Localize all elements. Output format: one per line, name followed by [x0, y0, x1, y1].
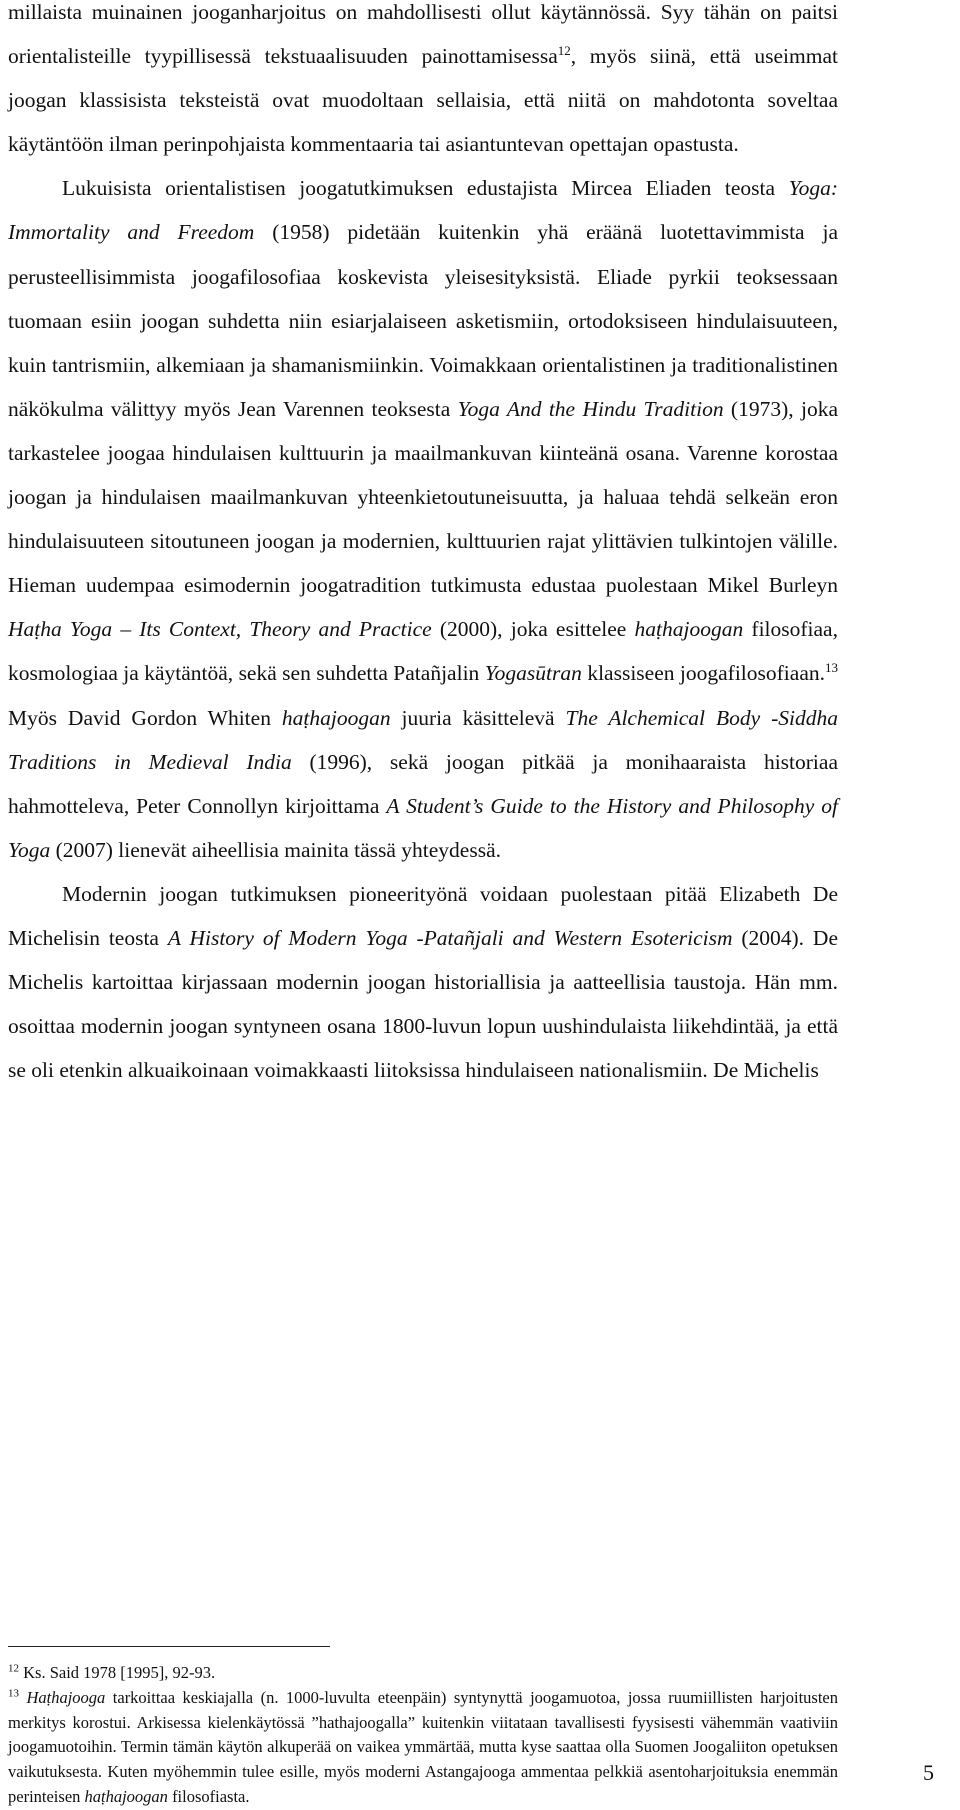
- text-run: (2004). De Michelis kartoittaa kirjassaan modernin joogan historiallisia ja aatteellisia taustoja. Hän mm. osoittaa modernin joogan syntyneen osana 1800-luvun lopun uushindulaista liikehdintää, ja että se oli etenkin alkuaikoinaan voimakkaasti liitoksissa hindulaiseen nationalismiin. De Michelis: [8, 925, 838, 1083]
- paragraph-1: [8, 0, 838, 166]
- page-number: 5: [923, 1760, 934, 1785]
- text-run: (1996), sekä joogan pitkää ja monihaaraista historiaa hahmotteleva, Peter Connollyn kirjoittama: [8, 749, 838, 818]
- paragraph-2: [8, 166, 838, 872]
- footnote-number: 12: [8, 1662, 19, 1675]
- book-title: Haṭha Yoga – Its Context, Theory and Practice: [8, 617, 432, 642]
- italic-term: haṭhajoogan: [281, 705, 391, 730]
- text-run: Myös David Gordon Whiten: [8, 705, 282, 730]
- footnote-text: Ks. Said 1978 [1995], 92-93.: [19, 1663, 216, 1682]
- footnote-12: [8, 1661, 838, 1686]
- italic-term: Haṭhajooga: [26, 1687, 106, 1707]
- text-run: (1958) pidetään kuitenkin yhä eräänä luotettavimmista ja perusteellisimmista joogafilosofiaa koskevista yleisesityksistä. Eliade pyrkii teoksessaan tuomaan esiin joogan suhdetta niin esiarjalaiseen asketismiin, ortodoksiseen hindulaisuuteen, kuin tantrismiin, alkemiaan ja shamanismiinkin. Voimakkaan orientalistinen ja traditionalistinen näkökulma välittyy myös Jean Varennen teoksesta: [8, 220, 838, 421]
- text-run: Modernin joogan tutkimuksen pioneerityönä voidaan puolestaan pitää Elizabeth De Michelisin teosta: [8, 881, 838, 950]
- text-run: Lukuisista orientalistisen joogatutkimuksen edustajista Mircea Eliaden teosta: [62, 176, 789, 201]
- book-title: Yoga: Immortality and Freedom: [8, 176, 838, 245]
- text-run: (2000), joka esittelee: [431, 617, 635, 642]
- body-text: [8, 0, 838, 1092]
- text-run: juuria käsittelevä: [390, 705, 566, 730]
- footnote-number: 13: [8, 1687, 19, 1700]
- text-run: millaista muinainen jooganharjoitus on mahdollisesti ollut käytännössä. Syy tähän on paitsi orientalisteille tyypillisessä tekstuaalisuuden painottamisessa: [8, 0, 838, 69]
- footnotes: [8, 1661, 838, 1810]
- paragraph-3: [8, 872, 838, 1092]
- italic-term: haṭhajoogan: [634, 617, 744, 642]
- footnote-13: [8, 1686, 838, 1810]
- text-run: (2007) lienevät aiheellisia mainita tässä yhteydessä.: [50, 837, 501, 862]
- book-title: The Alchemical Body -Siddha Traditions in Medieval India: [8, 705, 838, 774]
- text-run: , myös siinä, että useimmat joogan klassisista teksteistä ovat muodoltaan sellaisia, että niitä on mahdotonta soveltaa käytäntöön ilman perinpohjaista kommentaaria tai asiantuntevan opettajan opastusta.: [8, 44, 838, 157]
- book-title: A History of Modern Yoga -Patañjali and Western Esotericism: [167, 925, 733, 950]
- italic-term: haṭhajoogan: [84, 1786, 168, 1806]
- footnote-text: tarkoittaa keskiajalla (n. 1000-luvulta eteenpäin) syntynyttä joogamuotoa, jossa ruumiillisten harjoitusten merkitys korostui. Arkisessa kielenkäytössä ”hathajoogalla” kuitenkin viitataan tavallisesti fyysisesti vähemmän vaativiin joogamuotoihin. Termin tämän käytön alkuperää on vaikea ymmärtää, mutta kyse saattaa olla Suomen Joogaliiton opetuksen vaikutuksesta. Kuten myöhemmin tulee esille, myös moderni Astangajooga ammentaa pelkkiä asentoharjoituksia enemmän perinteisen: [8, 1687, 838, 1806]
- text-run: filosofiaa, kosmologiaa ja käytäntöä, sekä sen suhdetta Patañjalin: [8, 617, 838, 686]
- footnote-separator: [8, 1646, 330, 1647]
- book-title: A Student’s Guide to the History and Philosophy of Yoga: [8, 793, 838, 862]
- footnote-ref-12[interactable]: 12: [557, 42, 571, 58]
- footnote-text: filosofiasta.: [167, 1786, 250, 1806]
- italic-term: Yogasūtran: [484, 661, 582, 686]
- text-run: klassiseen joogafilosofiaan.: [581, 661, 825, 686]
- book-title: Yoga And the Hindu Tradition: [457, 396, 724, 421]
- text-run: (1973), joka tarkastelee joogaa hindulaisen kulttuurin ja maailmankuvan kiinteänä osana. Varenne korostaa joogan ja hindulaisen maailmankuvan yhteenkietoutuneisuutta, ja haluaa tehdä selkeän eron hindulaisuuteen sitoutuneen joogan ja modernien, kulttuurien rajat ylittävien tulkintojen välille. Hieman uudempaa esimodernin joogatradition tutkimusta edustaa puolestaan Mikel Burleyn: [8, 396, 838, 598]
- footnote-ref-13[interactable]: 13: [825, 660, 838, 676]
